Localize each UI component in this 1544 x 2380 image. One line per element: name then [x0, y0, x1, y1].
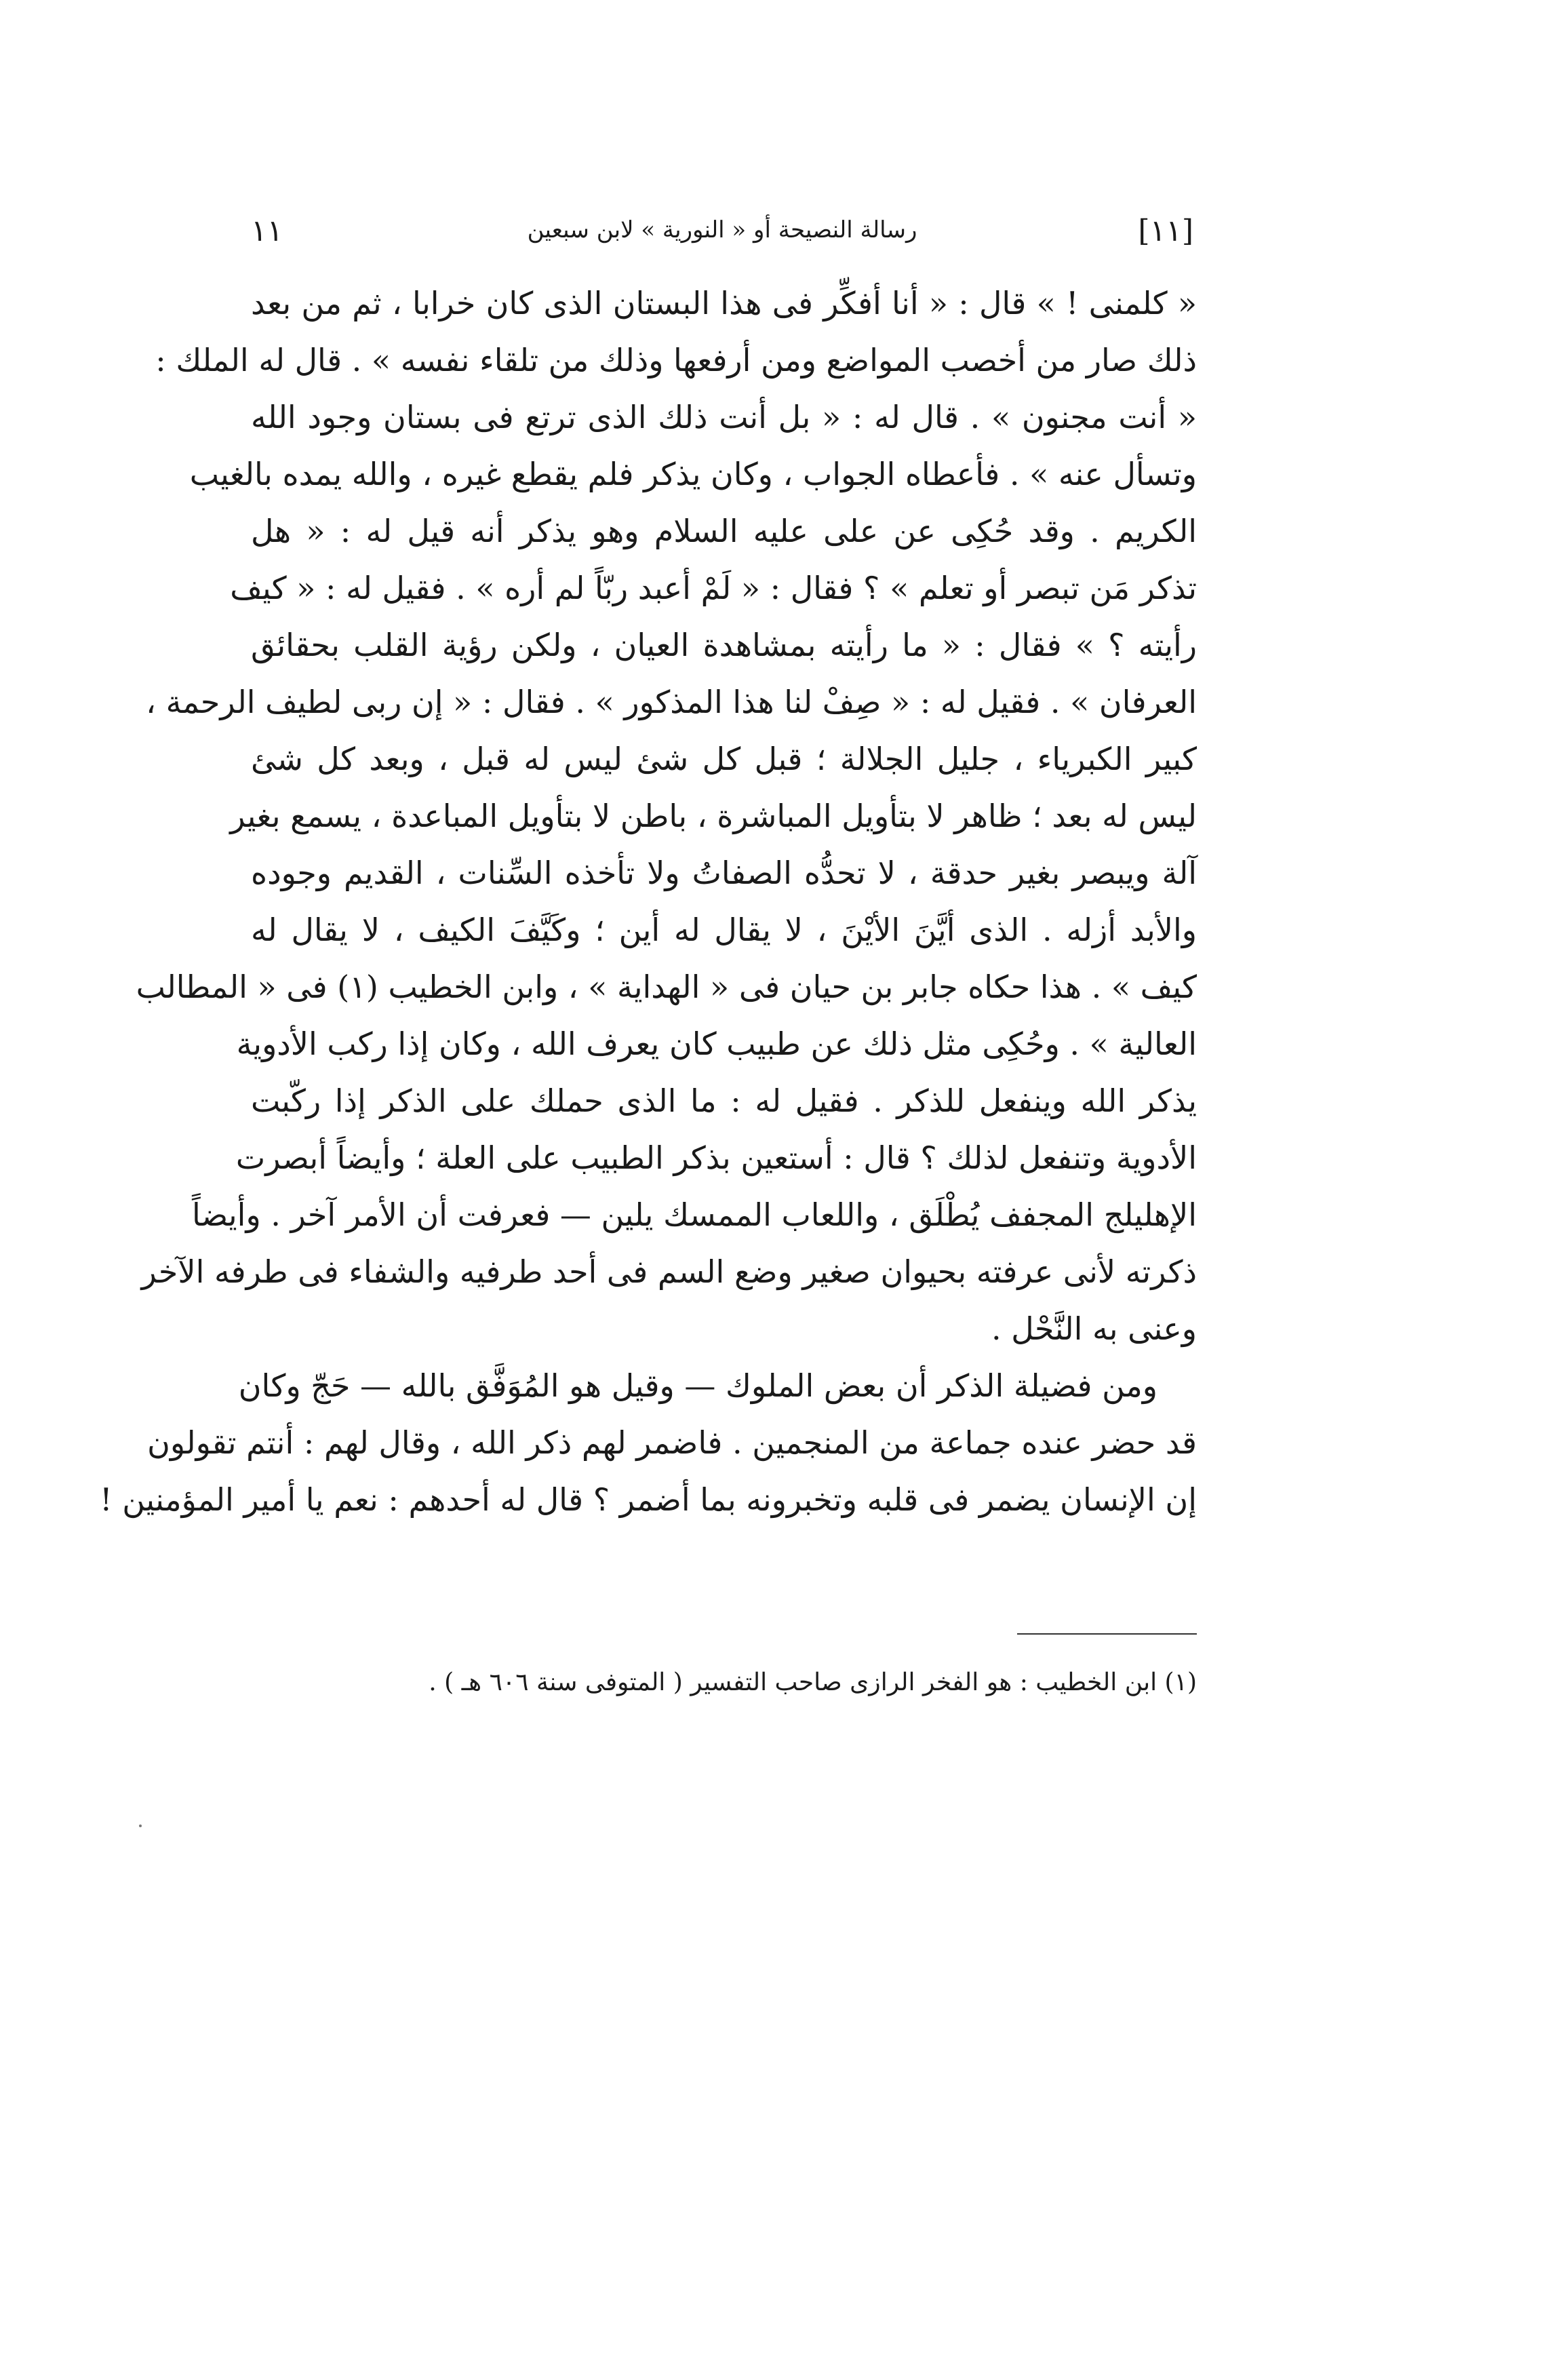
text-line: كبير الكبرياء ، جليل الجلالة ؛ قبل كل شئ ليس له قبل ، وبعد كل شئ [251, 741, 1197, 777]
text-line: كيف » . هذا حكاه جابر بن حيان فى « الهداية » ، وابن الخطيب (١) فى « المطالب [136, 969, 1197, 1005]
footnote: (١) ابن الخطيب : هو الفخر الرازى صاحب التفسير ( المتوفى سنة ٦٠٦ هـ ) . [429, 1669, 1197, 1696]
text-line: يذكر الله وينفعل للذكر . فقيل له : ما الذى حملك على الذكر إذا ركّبت [251, 1082, 1197, 1119]
text-line: إن الإنسان يضمر فى قلبه وتخبرونه بما أضمر ؟ قال له أحدهم : نعم يا أمير المؤمنين ! [100, 1481, 1197, 1518]
text-line: وتسأل عنه » . فأعطاه الجواب ، وكان يذكر فلم يقطع غيره ، والله يمده بالغيب [189, 456, 1197, 492]
text-line: الكريم . وقد حُكِى عن على عليه السلام وهو يذكر أنه قيل له : « هل [251, 513, 1197, 549]
text-line: العالية » . وحُكِى مثل ذلك عن طبيب كان يعرف الله ، وكان إذا ركب الأدوية [236, 1026, 1197, 1062]
text-line: العرفان » . فقيل له : « صِفْ لنا هذا المذكور » . فقال : « إن ربى لطيف الرحمة ، [146, 684, 1197, 720]
text-line: ذكرته لأنى عرفته بحيوان صغير وضع السم فى أحد طرفيه والشفاء فى طرفه الآخر [141, 1253, 1197, 1290]
running-title: رسالة النصيحة أو « النورية » لابن سبعين [527, 216, 917, 243]
text-line: الإهليلج المجفف يُطْلَق ، واللعاب الممسك يلين — فعرفت أن الأمر آخر . وأيضاً [191, 1196, 1197, 1233]
page-header [251, 214, 1193, 254]
text-line: وعنى به النَّحْل . [991, 1310, 1197, 1347]
text-line: والأبد أزله . الذى أيَّنَ الأيْنَ ، لا يقال له أين ؛ وكَيَّفَ الكيف ، لا يقال له [251, 912, 1197, 948]
text-line: « أنت مجنون » . قال له : « بل أنت ذلك الذى ترتع فى بستان وجود الله [251, 399, 1197, 435]
footnote-divider [1017, 1633, 1197, 1635]
bracketed-page-number: [١١] [1138, 214, 1193, 248]
scan-speck [139, 1825, 142, 1827]
text-line: تذكر مَن تبصر أو تعلم » ؟ فقال : « لَمْ أعبد ربّاً لم أره » . فقيل له : « كيف [230, 570, 1197, 606]
page-number: ١١ [251, 214, 283, 248]
text-line: الأدوية وتنفعل لذلك ؟ قال : أستعين بذكر الطبيب على العلة ؛ وأيضاً أبصرت [235, 1139, 1197, 1176]
text-line: رأيته ؟ » فقال : « ما رأيته بمشاهدة العيان ، ولكن رؤية القلب بحقائق [251, 627, 1197, 663]
text-line: آلة ويبصر بغير حدقة ، لا تحدُّه الصفاتُ ولا تأخذه السِّنات ، القديم وجوده [251, 855, 1197, 891]
text-line: « كلمنى ! » قال : « أنا أفكِّر فى هذا البستان الذى كان خرابا ، ثم من بعد [251, 285, 1197, 321]
text-line: قد حضر عنده جماعة من المنجمين . فاضمر لهم ذكر الله ، وقال لهم : أنتم تقولون [147, 1424, 1197, 1461]
text-line: ليس له بعد ؛ ظاهر لا بتأويل المباشرة ، باطن لا بتأويل المباعدة ، يسمع بغير [230, 798, 1197, 834]
paragraph-start-line: ومن فضيلة الذكر أن بعض الملوك — وقيل هو المُوَفَّق بالله — حَجّ وكان [238, 1367, 1157, 1404]
main-text [100, 275, 1197, 1528]
text-line: ذلك صار من أخصب المواضع ومن أرفعها وذلك من تلقاء نفسه » . قال له الملك : [155, 342, 1197, 378]
